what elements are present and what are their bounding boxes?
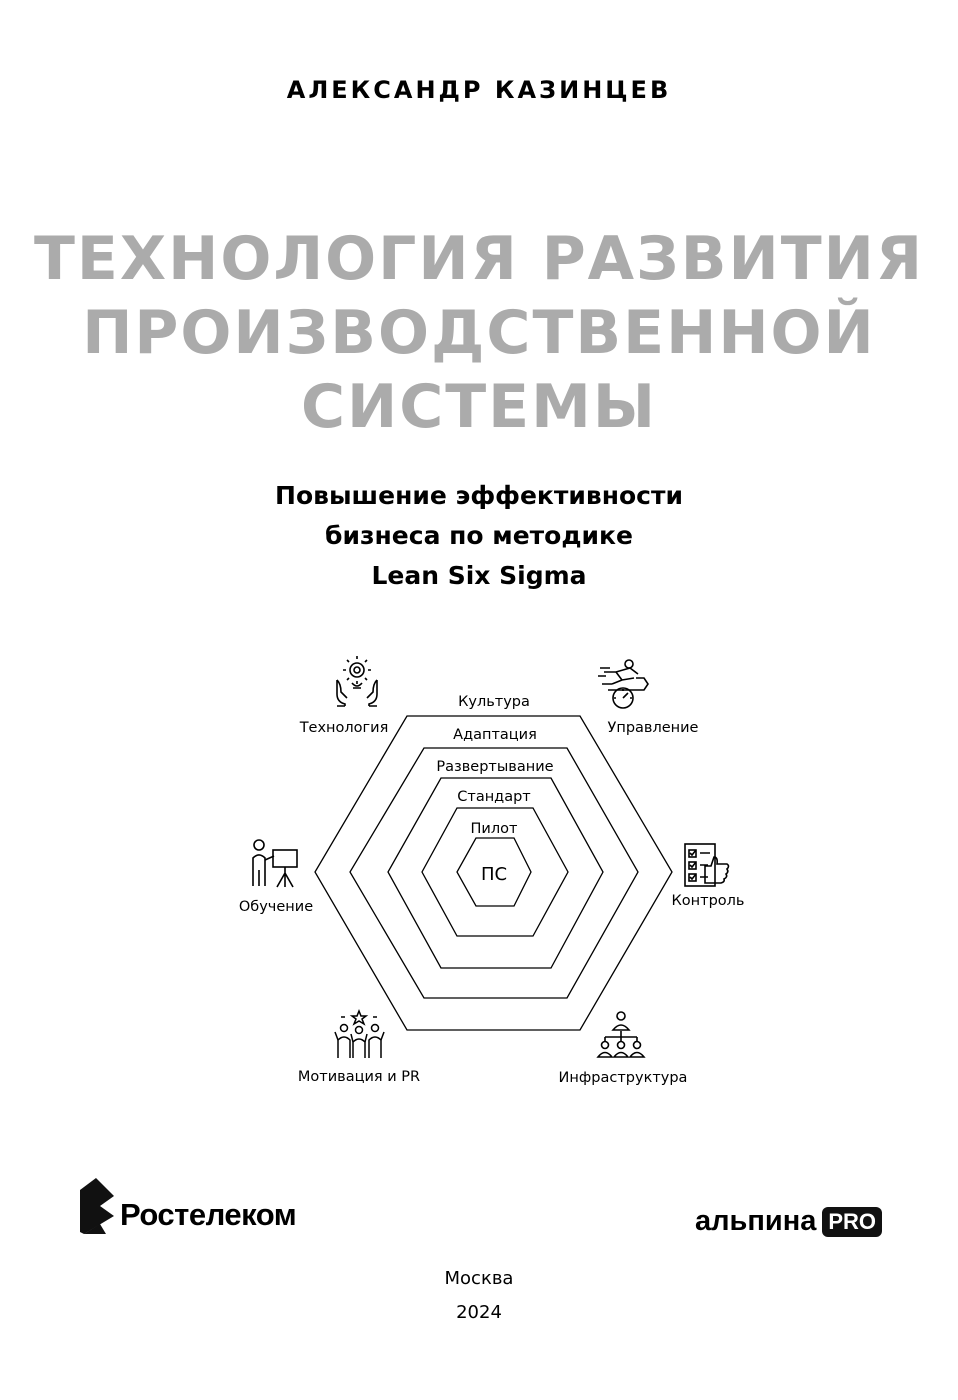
label-motivation: Мотивация и PR <box>297 1069 421 1085</box>
alpina-pro-logo <box>695 1205 882 1238</box>
center-label: ПС <box>480 864 508 885</box>
label-technology: Технология <box>299 720 389 736</box>
book-title <box>0 222 958 444</box>
subtitle-line-1: Повышение эффективности <box>275 481 683 510</box>
runner-gauge-icon <box>598 660 648 708</box>
publication-city: Москва <box>444 1268 514 1289</box>
team-star-icon <box>335 1011 384 1058</box>
ring-label-standard: Стандарт <box>457 789 531 805</box>
alpina-name: альпина <box>695 1205 817 1237</box>
title-line-2: ПРОИЗВОДСТВЕННОЙ <box>82 298 876 368</box>
ring-label-adaptation: Адаптация <box>453 727 537 743</box>
hexagon-diagram <box>0 640 958 1110</box>
pro-badge: PRO <box>822 1207 882 1237</box>
subtitle-line-2: бизнеса по методике <box>325 521 633 550</box>
author-name: АЛЕКСАНДР КАЗИНЦЕВ <box>286 76 672 104</box>
rostelecom-name: Ростелеком <box>120 1197 297 1232</box>
label-training: Обучение <box>238 899 314 915</box>
label-control: Контроль <box>671 893 745 909</box>
book-subtitle <box>0 476 958 596</box>
title-line-1: ТЕХНОЛОГИЯ РАЗВИТИЯ <box>33 224 925 294</box>
title-line-3: СИСТЕМЫ <box>300 372 658 442</box>
ring-label-deployment: Развертывание <box>436 759 554 775</box>
label-management: Управление <box>607 720 699 736</box>
ring-label-culture: Культура <box>458 694 530 710</box>
org-chart-icon <box>598 1012 644 1057</box>
subtitle-line-3: Lean Six Sigma <box>371 561 587 590</box>
checklist-thumb-icon <box>685 844 729 886</box>
label-infrastructure: Инфраструктура <box>558 1070 688 1086</box>
presenter-board-icon <box>253 840 297 887</box>
publication-year: 2024 <box>456 1302 502 1323</box>
ring-label-pilot: Пилот <box>470 821 518 837</box>
gear-hands-icon <box>337 656 377 706</box>
